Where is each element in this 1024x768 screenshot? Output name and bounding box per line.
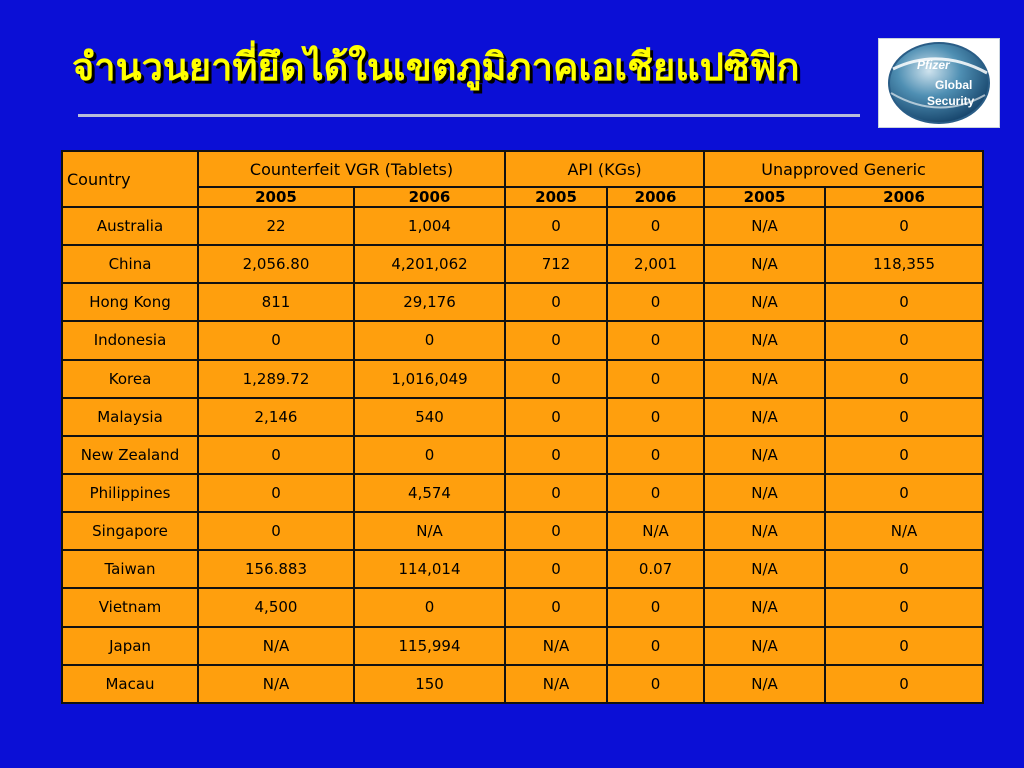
api-2006-cell: 0 [607,321,704,359]
unapproved-2006-cell: 0 [825,398,983,436]
table-row [62,207,983,245]
logo-text-line3: Security [927,94,975,108]
header-unapproved-generic: Unapproved Generic [704,151,983,187]
table-row [62,436,983,474]
api-2006-cell: 0 [607,283,704,321]
api-2005-cell: 0 [505,436,607,474]
country-cell: China [62,245,198,283]
country-cell: Philippines [62,474,198,512]
api-2006-cell: 0 [607,207,704,245]
header-year: 2006 [607,187,704,207]
header-year: 2006 [354,187,505,207]
country-cell: Taiwan [62,550,198,588]
pfizer-global-security-logo [878,38,1000,128]
counterfeit-2006-cell: 115,994 [354,627,505,665]
table-row [62,321,983,359]
counterfeit-2006-cell: 1,016,049 [354,360,505,398]
unapproved-2005-cell: N/A [704,588,825,626]
table-row [62,512,983,550]
country-cell: Hong Kong [62,283,198,321]
header-years-row [62,187,983,207]
unapproved-2006-cell: 0 [825,550,983,588]
unapproved-2006-cell: 0 [825,321,983,359]
table-row [62,474,983,512]
unapproved-2005-cell: N/A [704,360,825,398]
unapproved-2005-cell: N/A [704,398,825,436]
slide-title: จำนวนยาที่ยึดได้ในเขตภูมิภาคเอเชียแปซิฟิก [72,44,800,89]
api-2005-cell: 0 [505,474,607,512]
table-row [62,550,983,588]
counterfeit-2006-cell: 0 [354,436,505,474]
header-group-row [62,151,983,187]
unapproved-2005-cell: N/A [704,321,825,359]
table-row [62,245,983,283]
counterfeit-2005-cell: N/A [198,665,354,703]
header-year: 2006 [825,187,983,207]
unapproved-2005-cell: N/A [704,436,825,474]
globe-logo-icon [879,39,999,127]
counterfeit-2005-cell: 1,289.72 [198,360,354,398]
unapproved-2005-cell: N/A [704,512,825,550]
api-2006-cell: 2,001 [607,245,704,283]
api-2005-cell: 0 [505,588,607,626]
api-2005-cell: 0 [505,398,607,436]
unapproved-2006-cell: 118,355 [825,245,983,283]
counterfeit-2005-cell: 156.883 [198,550,354,588]
unapproved-2005-cell: N/A [704,474,825,512]
country-cell: Japan [62,627,198,665]
header-year: 2005 [505,187,607,207]
counterfeit-2005-cell: 0 [198,436,354,474]
logo-text-line1: Pfizer [917,58,950,72]
table-body [62,207,983,703]
unapproved-2005-cell: N/A [704,207,825,245]
api-2006-cell: 0 [607,588,704,626]
api-2006-cell: 0 [607,627,704,665]
api-2006-cell: 0 [607,436,704,474]
counterfeit-2006-cell: 0 [354,321,505,359]
unapproved-2006-cell: 0 [825,588,983,626]
api-2005-cell: N/A [505,665,607,703]
counterfeit-2006-cell: 114,014 [354,550,505,588]
unapproved-2006-cell: 0 [825,360,983,398]
country-cell: Australia [62,207,198,245]
counterfeit-2005-cell: 811 [198,283,354,321]
counterfeit-2005-cell: 4,500 [198,588,354,626]
counterfeit-2006-cell: 29,176 [354,283,505,321]
unapproved-2006-cell: 0 [825,665,983,703]
logo-text-line2: Global [935,78,973,92]
country-cell: Korea [62,360,198,398]
table-row [62,283,983,321]
counterfeit-2006-cell: 0 [354,588,505,626]
api-2005-cell: 0 [505,283,607,321]
counterfeit-2005-cell: N/A [198,627,354,665]
country-cell: Macau [62,665,198,703]
api-2006-cell: N/A [607,512,704,550]
table-row [62,665,983,703]
unapproved-2006-cell: 0 [825,207,983,245]
unapproved-2006-cell: 0 [825,627,983,665]
counterfeit-2006-cell: N/A [354,512,505,550]
title-underline [78,114,860,117]
counterfeit-2005-cell: 2,146 [198,398,354,436]
country-cell: New Zealand [62,436,198,474]
counterfeit-2005-cell: 22 [198,207,354,245]
header-api: API (KGs) [505,151,704,187]
unapproved-2006-cell: 0 [825,283,983,321]
table-row [62,398,983,436]
country-cell: Vietnam [62,588,198,626]
api-2005-cell: 0 [505,550,607,588]
api-2005-cell: 0 [505,321,607,359]
seizure-data-table [61,150,984,704]
unapproved-2005-cell: N/A [704,665,825,703]
country-cell: Singapore [62,512,198,550]
table-row [62,627,983,665]
counterfeit-2006-cell: 150 [354,665,505,703]
api-2005-cell: N/A [505,627,607,665]
api-2006-cell: 0 [607,398,704,436]
api-2006-cell: 0 [607,474,704,512]
counterfeit-2006-cell: 540 [354,398,505,436]
api-2005-cell: 0 [505,512,607,550]
table-row [62,360,983,398]
counterfeit-2005-cell: 0 [198,474,354,512]
api-2005-cell: 0 [505,360,607,398]
country-cell: Malaysia [62,398,198,436]
unapproved-2006-cell: 0 [825,436,983,474]
api-2005-cell: 0 [505,207,607,245]
api-2006-cell: 0 [607,360,704,398]
api-2005-cell: 712 [505,245,607,283]
unapproved-2006-cell: N/A [825,512,983,550]
country-cell: Indonesia [62,321,198,359]
counterfeit-2005-cell: 0 [198,512,354,550]
counterfeit-2006-cell: 1,004 [354,207,505,245]
header-year: 2005 [704,187,825,207]
unapproved-2005-cell: N/A [704,550,825,588]
unapproved-2005-cell: N/A [704,283,825,321]
counterfeit-2005-cell: 0 [198,321,354,359]
unapproved-2005-cell: N/A [704,245,825,283]
unapproved-2005-cell: N/A [704,627,825,665]
header-counterfeit-vgr: Counterfeit VGR (Tablets) [198,151,505,187]
header-year: 2005 [198,187,354,207]
counterfeit-2006-cell: 4,201,062 [354,245,505,283]
table-row [62,588,983,626]
counterfeit-2005-cell: 2,056.80 [198,245,354,283]
counterfeit-2006-cell: 4,574 [354,474,505,512]
header-country: Country [62,151,198,207]
api-2006-cell: 0 [607,665,704,703]
api-2006-cell: 0.07 [607,550,704,588]
unapproved-2006-cell: 0 [825,474,983,512]
